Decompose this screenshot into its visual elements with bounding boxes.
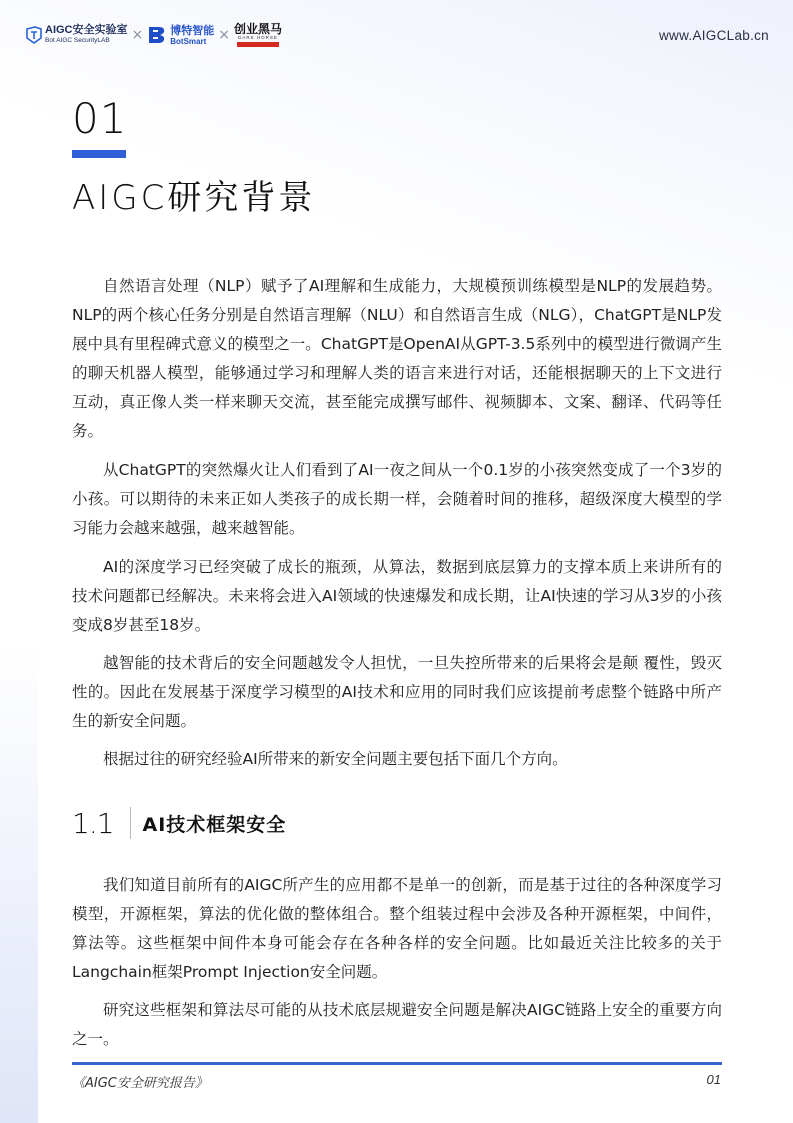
footer-page-number: 01: [706, 1072, 721, 1087]
page-header: [26, 20, 769, 50]
section-paragraph: 我们知道目前所有的AIGC所产生的应用都不是单一的创新，而是基于过往的各种深度学习模型，开源框架，算法的优化做的整体组合。整个组装过程中会涉及各种开源框架，中间件，算法等。这些框架中间件本身可能会存在各种各样的安全问题。比如最近关注比较多的关于Langchain框架Prompt Injection安全问题。: [72, 876, 722, 981]
section-title: AI技术框架安全: [142, 813, 287, 836]
body-paragraph: 从ChatGPT的突然爆火让人们看到了AI一夜之间从一个0.1岁的小孩突然变成了一个3岁的小孩。可以期待的未来正如人类孩子的成长期一样，会随着时间的推移，超级深度大模型的学习能力会越来越强，越来越智能。: [72, 461, 722, 537]
botsmart-logo-main: 博特智能: [170, 23, 215, 37]
chapter-number: 01: [72, 94, 128, 143]
body-paragraph: AI的深度学习已经突破了成长的瓶颈，从算法，数据到底层算力的支撑本质上来讲所有的技术问题都已经解决。未来将会进入AI领域的快速爆发和成长期，让AI快速的学习从3岁的小孩变成8岁甚至18岁。: [72, 558, 722, 634]
section-heading: [72, 803, 286, 843]
aigc-lab-logo-icon: [26, 26, 42, 44]
body-paragraph: 自然语言处理（NLP）赋予了AI理解和生成能力，大规模预训练模型是NLP的发展趋势。NLP的两个核心任务分别是自然语言理解（NLU）和自然语言生成（NLG），ChatGPT是NLP发展中具有里程碑式意义的模型之一。ChatGPT是OpenAI从GPT-3.5系列中的模型进行微调产生的聊天机器人模型，能够通过学习和理解人类的语言来进行对话，还能根据聊天的上下文进行互动，真正像人类一样来聊天交流，甚至能完成撰写邮件、视频脚本、文案、翻译、代码等任务。: [72, 277, 722, 440]
body-paragraph: 根据过往的研究经验AI所带来的新安全问题主要包括下面几个方向。: [103, 750, 568, 768]
site-url[interactable]: www.AIGCLab.cn: [659, 28, 769, 43]
logo-separator: ×: [218, 27, 230, 43]
section-divider: [130, 807, 131, 839]
dark-horse-logo-main: 创业黑马: [233, 22, 282, 37]
footer-line: [72, 1062, 722, 1065]
dark-horse-logo-bar: [237, 42, 279, 47]
partner-logos: [26, 20, 282, 50]
aigc-lab-logo-sub: Bot AIGC SecurityLAB: [45, 37, 110, 45]
botsmart-logo: [147, 25, 214, 46]
chapter-title: AIGC研究背景: [72, 178, 316, 218]
body-paragraph: 越智能的技术背后的安全问题越发令人担忧，一旦失控所带来的后果将会是颠 覆性，毁灭性的。因此在发展基于深度学习模型的AI技术和应用的同时我们应该提前考虑整个链路中所产生的新安全问题。: [72, 654, 722, 730]
botsmart-logo-sub: BotSmart: [170, 36, 207, 46]
section-paragraph: 研究这些框架和算法尽可能的从技术底层规避安全问题是解决AIGC链路上安全的重要方向之一。: [72, 1001, 722, 1048]
footer-report-title: 《AIGC安全研究报告》: [72, 1076, 208, 1091]
left-decorative-bar: [0, 640, 38, 1123]
aigc-lab-logo-main: AIGC安全实验室: [45, 24, 128, 37]
logo-separator: ×: [131, 27, 144, 43]
dark-horse-logo: [234, 23, 282, 47]
dark-horse-logo-sub: DARK HORSE: [238, 35, 278, 41]
aigc-lab-logo: [26, 25, 128, 45]
chapter-underline: [72, 150, 126, 158]
botsmart-logo-icon: [147, 26, 167, 44]
section-number: 1.1: [72, 806, 114, 840]
